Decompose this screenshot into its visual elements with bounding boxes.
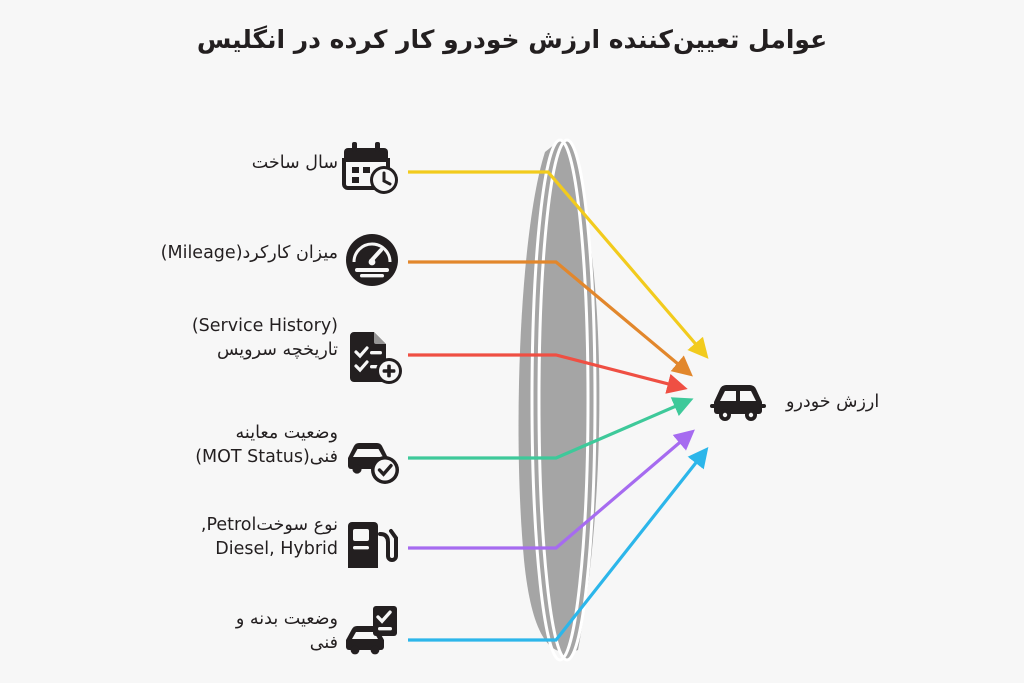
page-title: عوامل تعیین‌کننده ارزش خودرو کار کرده در انگلیس xyxy=(196,25,828,54)
factor-label-mileage: میزان کارکرد(Mileage) xyxy=(160,243,338,263)
outcome-label: ارزش خودرو xyxy=(786,392,880,412)
factor-label-service-history: (Service History) تاریخچه سرویس xyxy=(191,316,338,360)
car-icon xyxy=(706,374,770,426)
fuel-pump-icon xyxy=(340,512,404,576)
calendar-clock-icon xyxy=(340,136,404,200)
document-check-plus-icon xyxy=(340,326,404,390)
car-check-icon xyxy=(340,424,404,488)
factor-label-condition: وضعیت بدنه و فنی xyxy=(235,609,338,653)
speedometer-icon xyxy=(340,228,404,292)
factor-label-fuel-type: نوع سوختPetrol, Diesel, Hybrid xyxy=(200,515,338,559)
car-inspection-icon xyxy=(340,600,404,664)
factor-label-year: سال ساخت xyxy=(251,153,338,173)
factor-label-mot-status: وضعیت معاینه فنی(MOT Status) xyxy=(195,423,338,467)
